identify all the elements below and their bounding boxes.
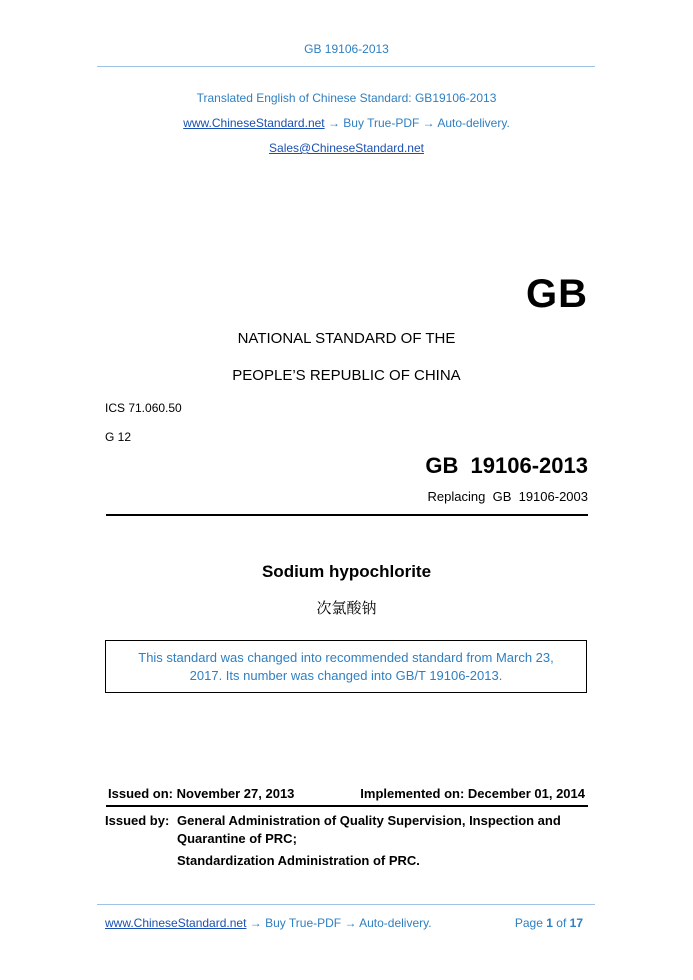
ics-code: ICS 71.060.50 <box>105 401 182 415</box>
header-code: GB 19106-2013 <box>304 42 389 56</box>
site-suffix: → Buy True-PDF → Auto-delivery. <box>324 116 510 130</box>
footer-site-suffix: → Buy True-PDF → Auto-delivery. <box>246 916 432 930</box>
notice-line2: 2017. Its number was changed into GB/T 19106-2013. <box>189 668 503 683</box>
footer-site-link[interactable]: www.ChineseStandard.net <box>105 916 247 930</box>
issued-date: Issued on: November 27, 2013 <box>108 786 295 801</box>
gb-logo: GB <box>526 272 588 316</box>
header-divider <box>97 66 595 67</box>
issuer-line2: Quarantine of PRC; <box>177 831 297 846</box>
replacing-note: Replacing GB 19106-2003 <box>427 489 588 504</box>
title-chinese: 次氯酸钠 <box>316 599 377 617</box>
issuer-line3: Standardization Administration of PRC. <box>177 853 420 868</box>
notice-box <box>105 640 587 693</box>
issuer-line1: General Administration of Quality Supervision, Inspection and <box>177 813 561 828</box>
notice-line1: This standard was changed into recommended standard from March 23, <box>138 650 554 665</box>
translation-line: Translated English of Chinese Standard: GB19106-2013 <box>196 91 497 105</box>
footer-site-line <box>105 916 432 930</box>
total-pages: 17 <box>569 916 583 930</box>
number-divider <box>106 514 588 516</box>
national-standard-line2: PEOPLE’S REPUBLIC OF CHINA <box>232 367 461 384</box>
title-english: Sodium hypochlorite <box>261 562 432 581</box>
page-label: Page <box>514 916 543 930</box>
page-number: 1 <box>546 916 553 930</box>
translation-site-line <box>0 116 693 130</box>
page-indicator <box>515 916 583 930</box>
dates-divider <box>106 805 588 807</box>
class-code: G 12 <box>105 430 132 444</box>
footer-divider <box>97 904 595 905</box>
email-link[interactable]: Sales@ChineseStandard.net <box>269 141 424 155</box>
issued-by-label: Issued by: <box>105 813 170 828</box>
national-standard-line1: NATIONAL STANDARD OF THE <box>237 330 456 347</box>
email-line <box>0 141 693 155</box>
site-link[interactable]: www.ChineseStandard.net <box>183 116 325 130</box>
implemented-date: Implemented on: December 01, 2014 <box>360 786 585 801</box>
standard-number: GB 19106-2013 <box>425 453 588 478</box>
of-label: of <box>556 916 567 930</box>
